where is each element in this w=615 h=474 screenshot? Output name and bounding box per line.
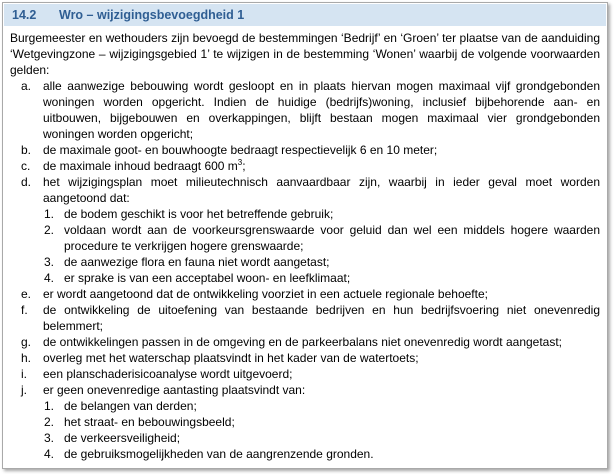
sub-marker: 2. [44,223,55,237]
sub-item [43,222,600,254]
sub-list [43,206,600,286]
sub-item [43,398,600,414]
condition-text: de maximale inhoud bedraagt 600 m [43,159,238,173]
list-marker: j. [21,383,27,397]
condition-e [10,286,600,302]
superscript: 3 [237,158,243,167]
sub-item [43,446,600,462]
list-marker: h. [21,351,32,365]
intro-paragraph: Burgemeester en wethouders zijn bevoegd de bestemmingen ‘Bedrijf’ en ‘Groen’ ter plaatse van de aanduiding ‘Wetgevingzone – wijzigingsgebied 1’ te wijzigen in de bestemming ‘Wonen’ waarbij de volgende voorwaarden gelden: [10,31,600,77]
condition-d [10,174,600,286]
sub-text: de belangen van derden; [64,399,197,413]
sub-marker: 3. [44,255,55,269]
condition-text: de ontwikkelingen passen in de omgeving en de parkeerbalans niet onevenredig wordt aangetast; [43,335,563,349]
condition-g [10,334,600,350]
condition-h [10,350,600,366]
condition-suffix: ; [242,159,246,173]
condition-j [10,382,600,462]
condition-text: overleg met het waterschap plaatsvindt in het kader van de watertoets; [43,351,419,365]
sub-text: de verkeersveiligheid; [64,431,181,445]
section-header [4,4,606,26]
sub-list [43,398,600,462]
sub-text: voldaan wordt aan de voorkeursgrenswaarde voor geluid dan wel een middels hogere waarden procedure te verkrijgen hogere grenswaarde; [64,223,600,253]
condition-text: een planschaderisicoanalyse wordt uitgevoerd; [43,367,293,381]
condition-text: het wijzigingsplan moet milieutechnisch aanvaardbaar zijn, waarbij in ieder geval moet worden aangetoond dat: [43,175,600,205]
condition-block [43,382,600,462]
condition-text: de ontwikkeling de uitoefening van bestaande bedrijven en hun bedrijfsvoering niet onevenredig belemmert; [43,303,600,333]
sub-item [43,414,600,430]
section-body [10,30,600,462]
condition-text: de maximale goot- en bouwhoogte bedraagt respectievelijk 6 en 10 meter; [43,143,438,157]
sub-marker: 1. [44,399,55,413]
sub-text: er sprake is van een acceptabel woon- en leefklimaat; [64,271,351,285]
sub-text: het straat- en bebouwingsbeeld; [64,415,235,429]
condition-text: alle aanwezige bebouwing wordt gesloopt en in plaats hiervan mogen maximaal vijf grondgebonden woningen worden opgericht. Indien de huidige (bedrijfs)woning, inclusief bijbehorende aan- en uitbouwen, bijgebouwen en overkappingen, blijft bestaan mogen maximaal vier grondgebonden woningen worden opgericht; [43,79,600,141]
sub-text: de gebruiksmogelijkheden van de aangrenzende gronden. [64,447,374,461]
sub-marker: 2. [44,415,55,429]
condition-f [10,302,600,334]
condition-a [10,78,600,142]
list-marker: c. [21,159,31,173]
condition-c [10,158,600,174]
document-excerpt [2,2,608,469]
section-title: Wro – wijzigingsbevoegdheid 1 [59,8,245,22]
list-marker: a. [21,79,32,93]
condition-text-wrapper [43,158,600,174]
sub-item [43,254,600,270]
list-marker: i. [21,367,27,381]
condition-text: er geen onevenredige aantasting plaatsvindt van: [43,383,306,397]
sub-text: de aanwezige flora en fauna niet wordt aangetast; [64,255,330,269]
sub-marker: 4. [44,271,55,285]
list-marker: b. [21,143,32,157]
list-marker: d. [21,175,32,189]
list-marker: f. [21,303,28,317]
sub-marker: 4. [44,447,55,461]
condition-b [10,142,600,158]
sub-item [43,270,600,286]
conditions-list [10,78,600,462]
sub-item [43,430,600,446]
sub-item [43,206,600,222]
sub-text: de bodem geschikt is voor het betreffende gebruik; [64,207,334,221]
list-marker: g. [21,335,32,349]
condition-i [10,366,600,382]
condition-block [43,174,600,286]
sub-marker: 1. [44,207,55,221]
list-marker: e. [21,287,32,301]
sub-marker: 3. [44,431,55,445]
section-number: 14.2 [12,8,37,22]
condition-text: er wordt aangetoond dat de ontwikkeling voorziet in een actuele regionale behoefte; [43,287,488,301]
